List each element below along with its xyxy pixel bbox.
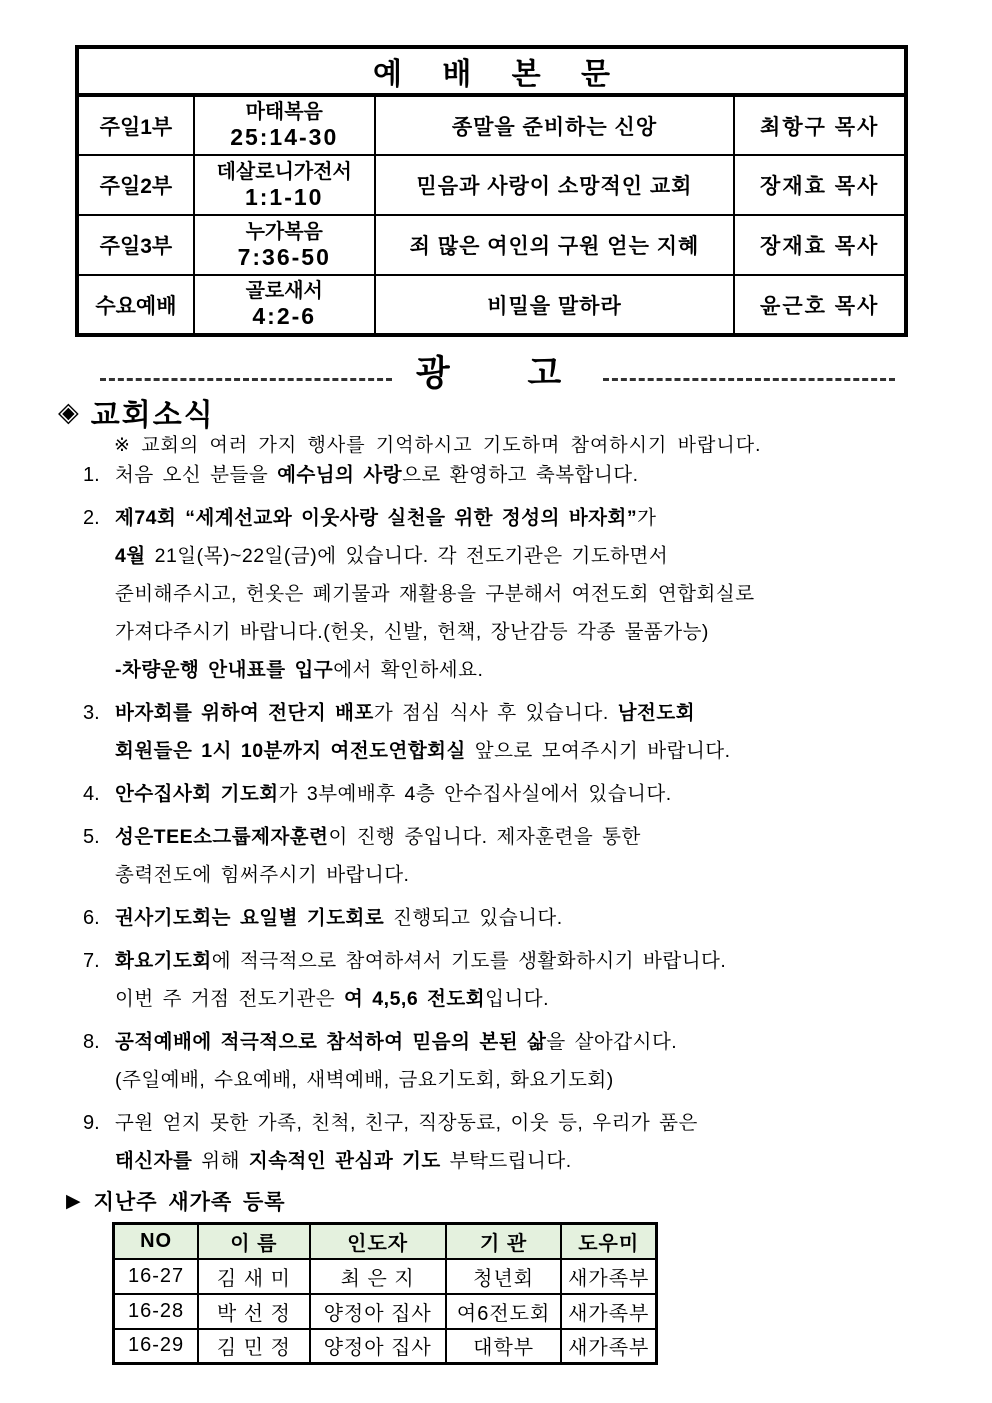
news-item-line bbox=[115, 818, 943, 856]
newcomer-guide: 양정아 집사 bbox=[310, 1294, 446, 1329]
news-text: 위해 bbox=[192, 1150, 249, 1172]
news-text: 총력전도에 힘써주시기 바랍니다. bbox=[115, 864, 410, 886]
news-item-line bbox=[115, 613, 943, 651]
news-item-lines bbox=[115, 818, 943, 894]
newcomers-table bbox=[112, 1222, 658, 1365]
scripture-verse: 4:2-6 bbox=[252, 303, 317, 329]
scripture-verse: 25:14-30 bbox=[230, 124, 339, 150]
preacher-name: 최항구 목사 bbox=[734, 95, 906, 155]
worship-row-sunday1 bbox=[77, 95, 906, 155]
news-item-number: 1. bbox=[83, 464, 100, 486]
service-name: 주일1부 bbox=[77, 95, 194, 155]
news-item-line bbox=[115, 651, 943, 689]
news-item bbox=[83, 818, 943, 894]
preacher-name: 장재효 목사 bbox=[734, 215, 906, 275]
worship-scripture-table bbox=[75, 45, 908, 337]
news-item bbox=[83, 456, 943, 494]
sermon-title: 믿음과 사랑이 소망적인 교회 bbox=[375, 155, 735, 215]
news-item-lines bbox=[115, 456, 943, 494]
news-item-line bbox=[115, 694, 943, 732]
column-header-organization: 기 관 bbox=[446, 1224, 562, 1259]
service-name: 주일3부 bbox=[77, 215, 194, 275]
scripture-book: 누가복음 bbox=[245, 220, 323, 243]
newcomer-organization: 청년회 bbox=[446, 1259, 562, 1294]
newcomers-heading-label: 지난주 새가족 등록 bbox=[93, 1191, 286, 1214]
worship-row-sunday3 bbox=[77, 215, 906, 275]
scripture-book: 골로새서 bbox=[245, 280, 323, 302]
news-item-line bbox=[115, 899, 943, 937]
news-text-bold: 바자회를 위하여 전단지 배포 bbox=[115, 702, 374, 724]
scripture-cell bbox=[194, 215, 375, 275]
worship-row-sunday2 bbox=[77, 155, 906, 215]
news-text: 에서 확인하세요. bbox=[333, 659, 484, 681]
news-text-bold: 성은TEE소그룹제자훈련 bbox=[115, 826, 329, 848]
column-header-name: 이 름 bbox=[198, 1224, 309, 1259]
news-item-number: 5. bbox=[83, 826, 100, 848]
news-text: 을 살아갑시다. bbox=[546, 1031, 678, 1053]
newcomer-helper: 새가족부 bbox=[561, 1259, 656, 1294]
scripture-verse: 7:36-50 bbox=[237, 243, 331, 270]
news-text: 으로 환영하고 축복합니다. bbox=[402, 464, 639, 486]
preacher-name: 윤근호 목사 bbox=[734, 275, 906, 335]
right-triangle-icon: ▶ bbox=[66, 1190, 82, 1212]
news-text: 에 적극적으로 참여하셔서 기도를 생활화하시기 바랍니다. bbox=[211, 950, 727, 972]
news-item-number: 9. bbox=[83, 1112, 100, 1134]
news-item-line bbox=[115, 499, 943, 537]
news-item-line bbox=[115, 775, 943, 813]
newcomer-no: 16-27 bbox=[114, 1259, 199, 1294]
news-text-bold: -차량운행 안내표를 입구 bbox=[115, 659, 334, 681]
news-item-line bbox=[115, 732, 943, 770]
sermon-title: 죄 많은 여인의 구원 얻는 지혜 bbox=[375, 215, 735, 275]
news-item-number: 3. bbox=[83, 702, 100, 724]
news-item-lines bbox=[115, 1104, 943, 1180]
news-item-line bbox=[115, 575, 943, 613]
news-item-number: 7. bbox=[83, 950, 100, 972]
church-news-heading bbox=[58, 390, 215, 434]
newcomer-name: 김 민 정 bbox=[198, 1329, 309, 1364]
newcomer-no: 16-29 bbox=[114, 1329, 199, 1364]
scripture-cell bbox=[194, 275, 375, 335]
news-text: 앞으로 모여주시기 바랍니다. bbox=[465, 740, 731, 762]
divider-dashed-line-left bbox=[100, 378, 392, 381]
news-text: (주일예배, 수요예배, 새벽예배, 금요기도회, 화요기도회) bbox=[115, 1069, 614, 1091]
news-item-number: 4. bbox=[83, 783, 100, 805]
news-item bbox=[83, 775, 943, 813]
church-news-heading-label: 교회소식 bbox=[90, 399, 215, 432]
newcomer-guide: 양정아 집사 bbox=[310, 1329, 446, 1364]
news-text-bold: 지속적인 관심과 기도 bbox=[248, 1150, 441, 1172]
church-news-list bbox=[83, 456, 943, 1185]
news-item-lines bbox=[115, 1023, 943, 1099]
newcomer-guide: 최 은 지 bbox=[310, 1259, 446, 1294]
news-item-line bbox=[115, 537, 943, 575]
news-text-bold: 남전도회 bbox=[617, 702, 696, 724]
news-text: 가 점심 식사 후 있습니다. bbox=[373, 702, 618, 724]
news-text-bold: 4월 bbox=[115, 545, 146, 567]
newcomers-heading bbox=[66, 1186, 286, 1216]
news-item-lines bbox=[115, 694, 943, 770]
news-item-number: 6. bbox=[83, 907, 100, 929]
column-header-guide: 인도자 bbox=[310, 1224, 446, 1259]
newcomer-helper: 새가족부 bbox=[561, 1329, 656, 1364]
column-header-helper: 도우미 bbox=[561, 1224, 656, 1259]
news-text: 가져다주시기 바랍니다.(헌옷, 신발, 헌책, 장난감등 각종 물품가능) bbox=[115, 621, 709, 643]
sermon-title: 종말을 준비하는 신앙 bbox=[375, 95, 735, 155]
worship-table-title: 예 배 본 문 bbox=[77, 47, 906, 95]
news-item-number: 2. bbox=[83, 507, 100, 529]
newcomer-name: 김 새 미 bbox=[198, 1259, 309, 1294]
news-text: 처음 오신 분들을 bbox=[115, 464, 278, 486]
news-item-lines bbox=[115, 899, 943, 937]
sermon-title: 비밀을 말하라 bbox=[375, 275, 735, 335]
worship-table-title-row bbox=[77, 47, 906, 95]
news-item-number: 8. bbox=[83, 1031, 100, 1053]
church-news-note: ※ 교회의 여러 가지 행사를 기억하시고 기도하며 참여하시기 바랍니다. bbox=[114, 435, 762, 456]
worship-row-wednesday bbox=[77, 275, 906, 335]
scripture-verse: 1:1-10 bbox=[244, 183, 324, 210]
column-header-no: NO bbox=[114, 1224, 199, 1259]
diamond-icon: ◈ bbox=[58, 396, 81, 427]
service-name: 수요예배 bbox=[77, 275, 194, 335]
news-text-bold: 회원들은 1시 10분까지 여전도연합회실 bbox=[115, 740, 466, 762]
newcomer-organization: 여6전도회 bbox=[446, 1294, 562, 1329]
announcements-divider bbox=[100, 346, 895, 396]
news-text-bold: 예수님의 사랑 bbox=[277, 464, 403, 486]
news-text: 이 진행 중입니다. 제자훈련을 통한 bbox=[328, 826, 641, 848]
news-text-bold: 제74회 “세계선교와 이웃사랑 실천을 위한 정성의 바자회” bbox=[115, 507, 638, 529]
news-item-line bbox=[115, 456, 943, 494]
scripture-cell bbox=[194, 155, 375, 215]
newcomer-helper: 새가족부 bbox=[561, 1294, 656, 1329]
news-text: 진행되고 있습니다. bbox=[384, 907, 563, 929]
newcomer-row bbox=[114, 1294, 657, 1329]
news-text: 가 bbox=[637, 507, 657, 529]
news-text: 구원 얻지 못한 가족, 친척, 친구, 직장동료, 이웃 등, 우리가 품은 bbox=[115, 1112, 698, 1134]
newcomer-row bbox=[114, 1259, 657, 1294]
divider-dashed-line-right bbox=[603, 378, 895, 381]
news-text-bold: 권사기도회는 요일별 기도회로 bbox=[115, 907, 385, 929]
newcomer-row bbox=[114, 1329, 657, 1364]
newcomer-organization: 대학부 bbox=[446, 1329, 562, 1364]
news-item-line bbox=[115, 980, 943, 1018]
news-text-bold: 화요기도회 bbox=[115, 950, 212, 972]
news-item-lines bbox=[115, 499, 943, 689]
news-item-line bbox=[115, 1104, 943, 1142]
news-text: 이번 주 거점 전도기관은 bbox=[115, 988, 345, 1010]
service-name: 주일2부 bbox=[77, 155, 194, 215]
news-text: 준비해주시고, 헌옷은 폐기물과 재활용을 구분해서 여전도회 연합회실로 bbox=[115, 583, 755, 605]
newcomer-no: 16-28 bbox=[114, 1294, 199, 1329]
news-text-bold: 태신자를 bbox=[115, 1150, 193, 1172]
news-text-bold: 안수집사회 기도회 bbox=[115, 783, 279, 805]
news-text: 입니다. bbox=[485, 988, 550, 1010]
news-text-bold: 공적예배에 적극적으로 참석하여 믿음의 본된 삶 bbox=[115, 1031, 547, 1053]
news-item-lines bbox=[115, 942, 943, 1018]
scripture-book: 마태복음 bbox=[245, 101, 323, 123]
news-item bbox=[83, 899, 943, 937]
scripture-book: 데살로니가전서 bbox=[216, 160, 352, 183]
news-text: 부탁드립니다. bbox=[440, 1150, 572, 1172]
preacher-name: 장재효 목사 bbox=[734, 155, 906, 215]
news-text: 가 3부예배후 4층 안수집사실에서 있습니다. bbox=[278, 783, 672, 805]
news-item bbox=[83, 1104, 943, 1180]
news-item bbox=[83, 694, 943, 770]
newcomer-name: 박 선 정 bbox=[198, 1294, 309, 1329]
news-item bbox=[83, 942, 943, 1018]
news-text-bold: 여 4,5,6 전도회 bbox=[344, 988, 486, 1010]
news-text: 21일(목)~22일(금)에 있습니다. 각 전도기관은 기도하면서 bbox=[145, 545, 669, 567]
news-item-line bbox=[115, 1023, 943, 1061]
news-item-line bbox=[115, 1061, 943, 1099]
news-item bbox=[83, 1023, 943, 1099]
news-item-line bbox=[115, 942, 943, 980]
news-item-line bbox=[115, 856, 943, 894]
news-item bbox=[83, 499, 943, 689]
scripture-cell bbox=[194, 95, 375, 155]
news-item-line bbox=[115, 1142, 943, 1180]
announcements-divider-label: 광 고 bbox=[415, 354, 596, 393]
news-item-lines bbox=[115, 775, 943, 813]
newcomers-header-row bbox=[114, 1224, 657, 1259]
